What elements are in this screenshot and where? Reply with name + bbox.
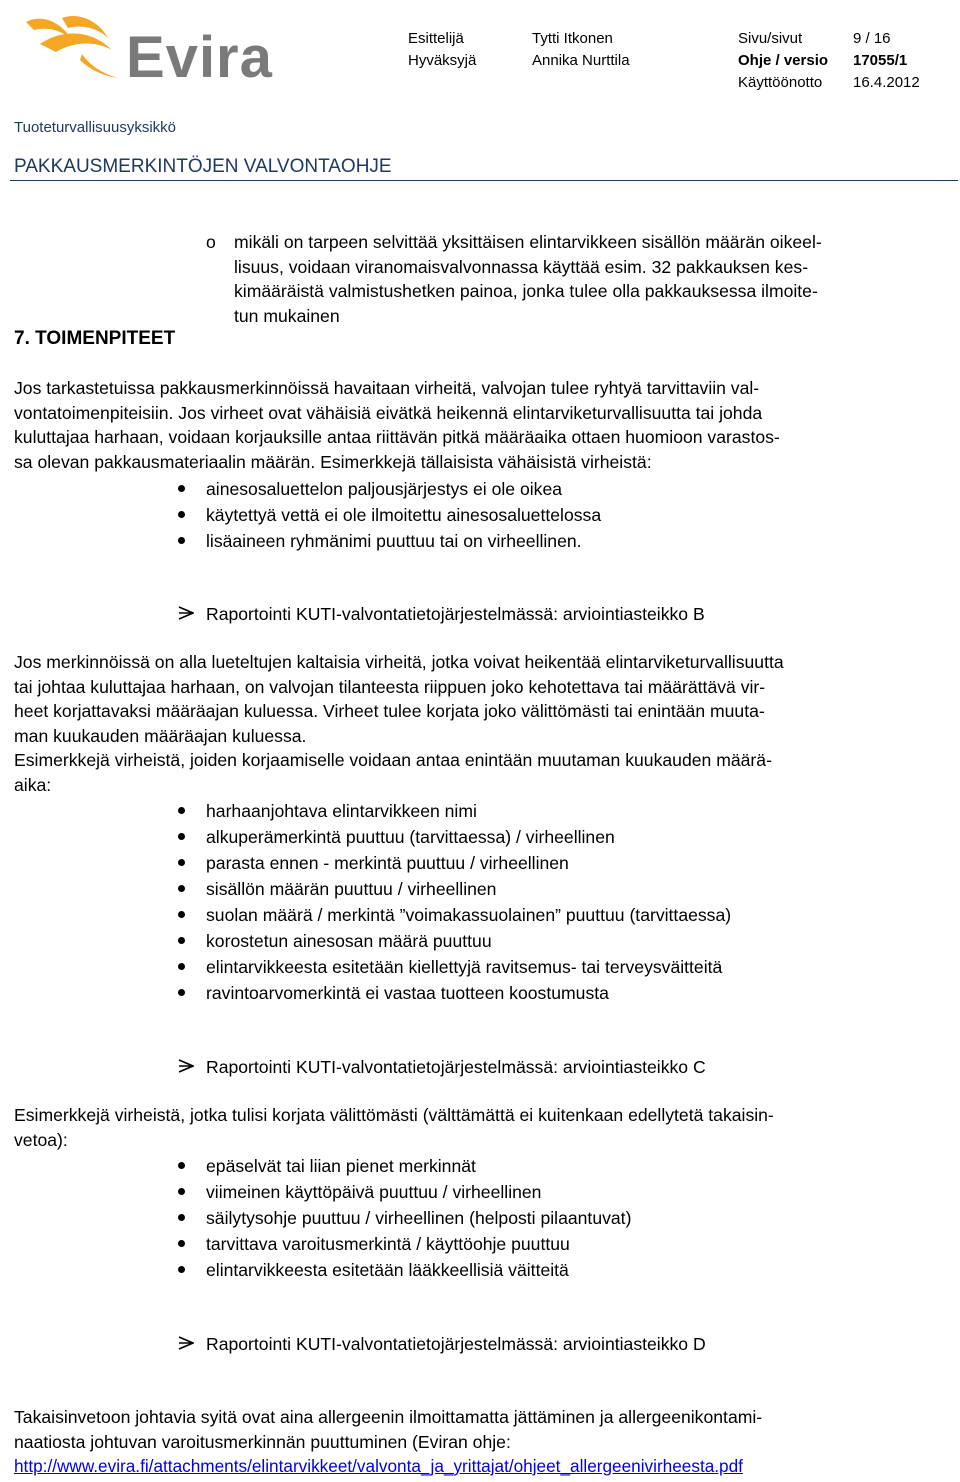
list-item: ainesosaluettelon paljousjärjestys ei ole oikea (206, 479, 563, 499)
list-item: viimeinen käyttöpäivä puuttuu / virheellinen (206, 1182, 542, 1202)
intro-item (234, 230, 822, 328)
header-version-label: Ohje / versio (738, 52, 829, 69)
bullet-dot-icon (178, 1214, 185, 1221)
list-item: elintarvikkeesta esitetään lääkkeellisiä väitteitä (206, 1260, 569, 1280)
arrow-icon (178, 1336, 194, 1355)
paragraph-line: Takaisinvetoon johtavia syitä ovat aina allergeenin ilmoittamatta jättäminen ja allergeenikontami- (14, 1407, 763, 1427)
list-item: parasta ennen - merkintä puuttuu / virheellinen (206, 853, 569, 873)
report-line-c: Raportointi KUTI-valvontatietojärjestelmässä: arviointiasteikko C (206, 1057, 706, 1077)
list-item: sisällön määrän puuttuu / virheellinen (206, 879, 497, 899)
paragraph-line: Esimerkkejä virheistä, jotka tulisi korjata välittömästi (välttämättä ei kuitenkaan edellytetä takaisin- (14, 1105, 774, 1125)
paragraph-line: vetoa): (14, 1129, 68, 1150)
intro-line: kimääräistä valmistushetken painoa, jonka tulee olla pakkauksessa ilmoite- (234, 281, 818, 302)
list-item: korostetun ainesosan määrä puuttuu (206, 931, 492, 951)
paragraph-line: naatiosta johtuvan varoitusmerkinnän puuttuminen (Eviran ohje: (14, 1431, 511, 1452)
bullet-dot-icon (178, 1240, 185, 1247)
list-item: käytettyä vettä ei ole ilmoitettu ainesosaluettelossa (206, 505, 602, 525)
bullet-dot-icon (178, 911, 185, 918)
list-item: epäselvät tai liian pienet merkinnät (206, 1156, 476, 1176)
allergen-guide-link[interactable]: http://www.evira.fi/attachments/elintarvikkeet/valvonta_ja_yrittajat/ohjeet_allergeenivirheesta.pdf (14, 1456, 743, 1476)
header-page-label: Sivu/sivut (738, 30, 803, 47)
arrow-icon (178, 606, 194, 625)
header-page-value: 9 / 16 (853, 30, 891, 47)
header-kayttoonotto-label: Käyttöönotto (738, 74, 823, 91)
list-item: säilytysohje puuttuu / virheellinen (helposti pilaantuvat) (206, 1208, 632, 1228)
bullet-dot-icon (178, 485, 185, 492)
intro-marker: o (206, 232, 216, 252)
header-kayttoonotto-value: 16.4.2012 (853, 74, 920, 91)
paragraph-line: tai johtaa kuluttajaa harhaan, on valvojan tilanteesta riippuen joko kehotettava tai määrättävä vir- (14, 676, 766, 697)
intro-line: lisuus, voidaan viranomaisvalvonnassa käyttää esim. 32 pakkauksen kes- (234, 256, 809, 277)
paragraph-1 (14, 376, 780, 474)
logo-wordmark: Evira (126, 25, 273, 90)
paragraph-line: man kuukauden määräajan kuluessa. (14, 725, 307, 746)
section-heading: 7. TOIMENPITEET (14, 328, 176, 349)
bullet-dot-icon (178, 963, 185, 970)
header-hyvaksyja-value: Annika Nurttila (532, 52, 630, 69)
header-hyvaksyja-label: Hyväksyjä (408, 52, 477, 69)
paragraph-4 (14, 1405, 762, 1454)
paragraph-2 (14, 650, 784, 798)
evira-logo (20, 10, 280, 90)
paragraph-line: kuluttajaa harhaan, voidaan korjauksille antaa riittävän pitkä määräaika ottaen huomioon varastos- (14, 427, 780, 448)
bullet-dot-icon (178, 833, 185, 840)
list-item: alkuperämerkintä puuttuu (tarvittaessa) / virheellinen (206, 827, 615, 847)
paragraph-line: Jos tarkastetuissa pakkausmerkinnöissä havaitaan virheitä, valvojan tulee ryhtyä tarvittaviin val- (14, 378, 760, 398)
intro-line: mikäli on tarpeen selvittää yksittäisen elintarvikkeen sisällön määrän oikeel- (234, 232, 822, 252)
paragraph-line: sa olevan pakkausmateriaalin määrän. Esimerkkejä tällaisista vähäisistä virheistä: (14, 451, 652, 472)
list-item: lisäaineen ryhmänimi puuttuu tai on virheellinen. (206, 531, 582, 551)
bullet-dot-icon (178, 807, 185, 814)
bullet-dot-icon (178, 1266, 185, 1273)
list-item: tarvittava varoitusmerkintä / käyttöohje puuttuu (206, 1234, 570, 1254)
bullet-dot-icon (178, 1188, 185, 1195)
report-line-d: Raportointi KUTI-valvontatietojärjestelmässä: arviointiasteikko D (206, 1334, 706, 1354)
header-unit: Tuoteturvallisuusyksikkö (14, 119, 177, 136)
bullet-dot-icon (178, 989, 185, 996)
paragraph-line: Esimerkkejä virheistä, joiden korjaamiselle voidaan antaa enintään muutaman kuukauden määrä- (14, 750, 772, 771)
paragraph-line: aika: (14, 774, 52, 795)
paragraph-line: heet korjattavaksi määräajan kuluessa. Virheet tulee korjata joko välittömästi tai enintään muuta- (14, 701, 765, 722)
bullet-dot-icon (178, 537, 185, 544)
bullet-dot-icon (178, 937, 185, 944)
bullet-dot-icon (178, 859, 185, 866)
header-esittelija-label: Esittelijä (408, 30, 464, 47)
list-item: ravintoarvomerkintä ei vastaa tuotteen koostumusta (206, 983, 609, 1003)
paragraph-3 (14, 1103, 774, 1152)
paragraph-line: vontatoimenpiteisiin. Jos virheet ovat vähäisiä eivätkä heikennä elintarviketurvallisuutta tai johda (14, 402, 763, 423)
report-line-b: Raportointi KUTI-valvontatietojärjestelmässä: arviointiasteikko B (206, 604, 705, 624)
list-item: elintarvikkeesta esitetään kiellettyjä ravitsemus- tai terveysväitteitä (206, 957, 723, 977)
header-esittelija-value: Tytti Itkonen (532, 30, 613, 47)
bullet-dot-icon (178, 1162, 185, 1169)
bullet-dot-icon (178, 885, 185, 892)
list-item: harhaanjohtava elintarvikkeen nimi (206, 801, 477, 821)
paragraph-line: Jos merkinnöissä on alla lueteltujen kaltaisia virheitä, jotka voivat heikentää elintarviketurvallisuutta (14, 652, 784, 672)
header-version-value: 17055/1 (853, 52, 908, 69)
intro-line: tun mukainen (234, 305, 340, 326)
arrow-icon (178, 1059, 194, 1078)
bullet-dot-icon (178, 511, 185, 518)
document-title: PAKKAUSMERKINTÖJEN VALVONTAOHJE (14, 156, 392, 177)
list-item: suolan määrä / merkintä ”voimakassuolainen” puuttuu (tarvittaessa) (206, 905, 732, 925)
header-divider (10, 180, 958, 181)
